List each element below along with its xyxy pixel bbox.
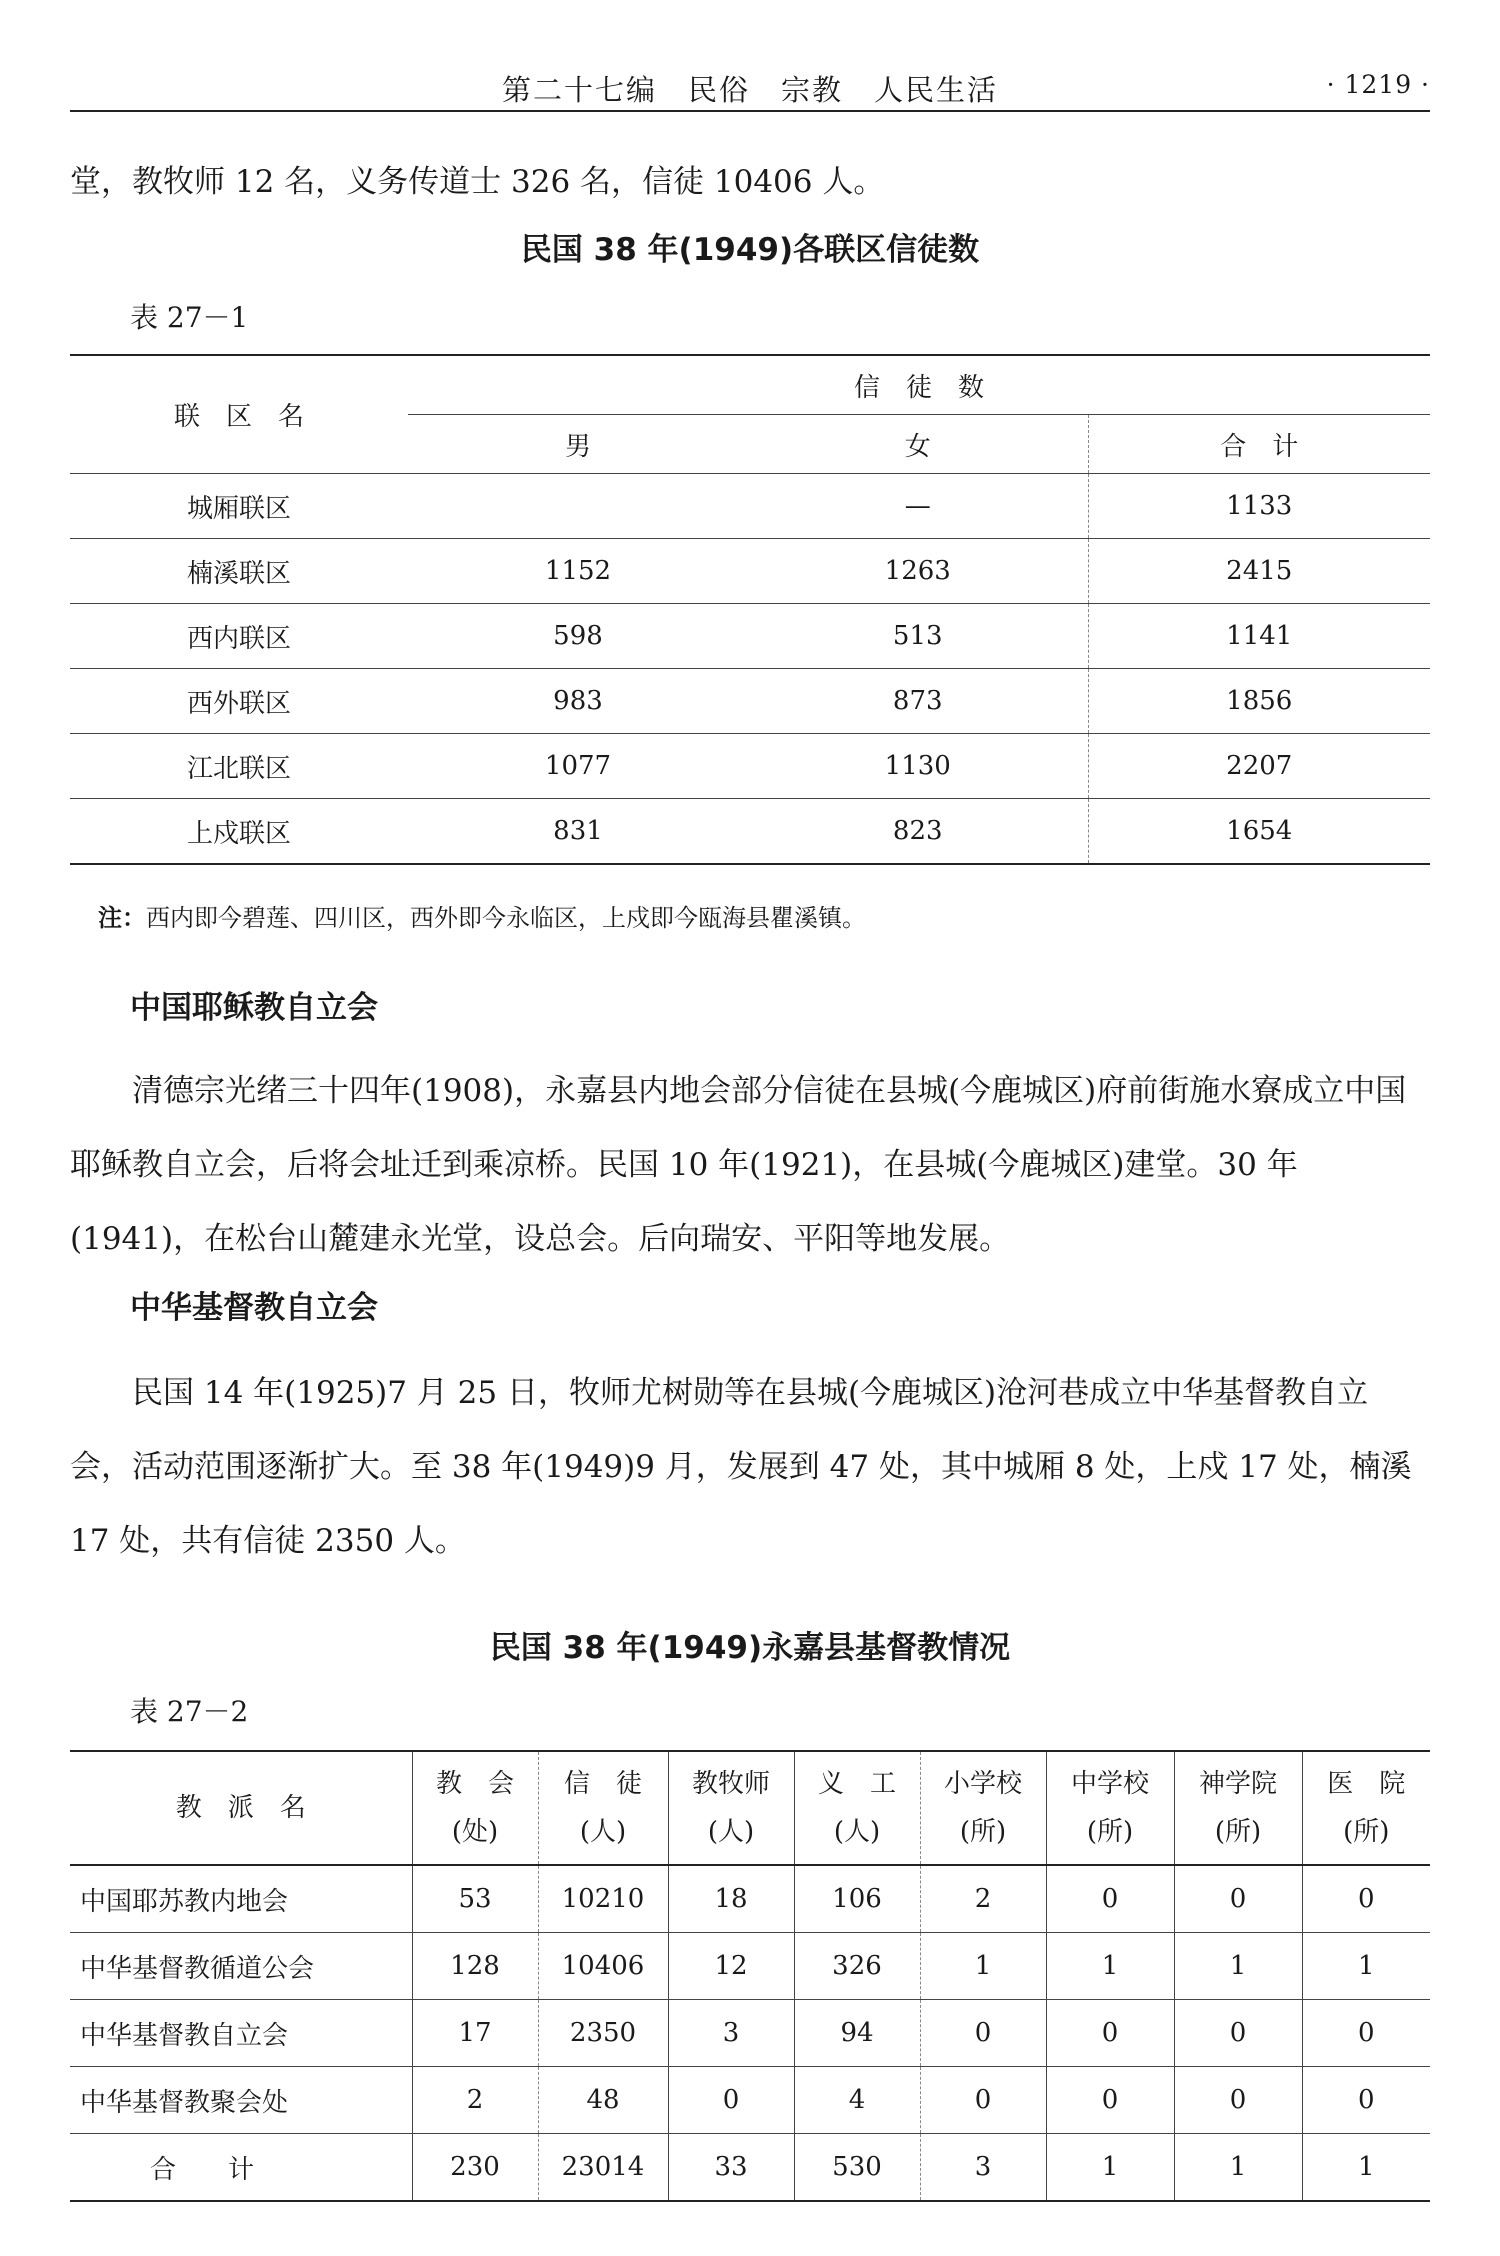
header-title: 第二十七编 民俗 宗教 人民生活 <box>501 73 998 107</box>
section2-heading: 中华基督教自立会 <box>130 1290 378 1326</box>
table1-cell-total: 1133 <box>1088 474 1430 539</box>
table1-cell-male: 598 <box>408 604 748 669</box>
table2-cell: 1 <box>920 1933 1046 2000</box>
table1-cell-name: 楠溪联区 <box>70 539 408 604</box>
table2-cell-name: 中华基督教自立会 <box>70 2000 412 2067</box>
table1-cell-male: 831 <box>553 816 603 846</box>
table1-cell-male: 1152 <box>408 539 748 604</box>
table2-cell: 1 <box>1046 1933 1174 2000</box>
table1-cell-name: 上戍联区 <box>186 818 291 849</box>
table2-cell: 12 <box>668 1933 794 2000</box>
table1-cell-total: 1141 <box>1088 604 1430 669</box>
table1-cell-name: 西内联区 <box>70 604 408 669</box>
table2-cell-name: 中华基督教聚会处 <box>70 2067 412 2134</box>
table2-cell: 0 <box>1046 1865 1174 1933</box>
table2-cell: 1 <box>1302 2134 1430 2202</box>
table2-header-row <box>70 1751 1430 1865</box>
table1-header-male: 男 <box>408 415 748 474</box>
paragraph-continuation: 堂，教牧师 12 名，义务传道士 326 名，信徒 10406 人。 <box>70 164 885 200</box>
table-row <box>70 1933 1430 2000</box>
table1-header-row <box>70 355 1430 415</box>
table-row <box>70 474 1430 539</box>
table2-title: 民国 38 年(1949)永嘉县基督教情况 <box>489 1630 1011 1666</box>
section2-paragraph: 民国 14 年(1925)7 月 25 日，牧师尤树勋等在县城(今鹿城区)沧河巷成立中华基督教自立会，活动范围逐渐扩大。至 38 年(1949)9 月，发展到 47 处，其中城厢 8 处，上戍 17 处，楠溪 17 处，共有信徒 2350 人。 <box>70 1375 1412 1559</box>
table1-cell-male <box>408 474 748 539</box>
table2-cell-name: 中华基督教循道公会 <box>70 1933 412 2000</box>
table1-cell-male: 983 <box>408 669 748 734</box>
table2-cell: 10406 <box>538 1933 668 2000</box>
table1-cell-total: 2415 <box>1088 539 1430 604</box>
table2-cell: 1 <box>1174 1933 1302 2000</box>
table2-cell: 230 <box>412 2134 538 2202</box>
table2-cell: 1 <box>1046 2134 1174 2202</box>
table-row-total <box>70 2134 1430 2202</box>
table2-cell: 0 <box>1174 1865 1302 1933</box>
table1-header-total: 合 计 <box>1088 415 1430 474</box>
table2-header-seminaries: 神学院 (所) <box>1174 1751 1302 1865</box>
table2 <box>70 1750 1430 2202</box>
table1-header-female: 女 <box>748 415 1088 474</box>
table1-header-group: 信 徒 数 <box>408 355 1430 415</box>
table2-header-primary-schools: 小学校 (所) <box>920 1751 1046 1865</box>
table2-header-middle-schools: 中学校 (所) <box>1046 1751 1174 1865</box>
table2-cell: 2350 <box>538 2000 668 2067</box>
table1-cell-female: 1130 <box>748 734 1088 799</box>
table1 <box>70 354 1430 865</box>
table1-cell-female: 873 <box>748 669 1088 734</box>
table1-cell-female: 1263 <box>748 539 1088 604</box>
table2-cell: 326 <box>794 1933 920 2000</box>
table1-note-label: 注： <box>98 904 146 932</box>
table2-cell: 128 <box>412 1933 538 2000</box>
section1-heading: 中国耶稣教自立会 <box>130 990 378 1026</box>
table2-cell: 4 <box>794 2067 920 2134</box>
section1-paragraph: 清德宗光绪三十四年(1908)，永嘉县内地会部分信徒在县城(今鹿城区)府前街施水寮成立中国耶稣教自立会，后将会址迁到乘凉桥。民国 10 年(1921)，在县城(今鹿城区)建堂。30 年(1941)，在松台山麓建永光堂，设总会。后向瑞安、平阳等地发展。 <box>70 1073 1407 1257</box>
table1-cell-male: 1077 <box>408 734 748 799</box>
table2-header-name: 教 派 名 <box>70 1751 412 1865</box>
table2-cell: 3 <box>920 2134 1046 2202</box>
header-rule <box>70 110 1430 112</box>
table1-cell-female: 513 <box>748 604 1088 669</box>
table2-header-believers: 信 徒 (人) <box>538 1751 668 1865</box>
table-row <box>70 799 1430 865</box>
table1-cell-total: 1654 <box>1088 799 1430 865</box>
table1-header-name: 联 区 名 <box>70 355 408 474</box>
table2-cell: 0 <box>1046 2000 1174 2067</box>
table-row <box>70 2067 1430 2134</box>
table-row <box>70 604 1430 669</box>
table2-cell: 3 <box>668 2000 794 2067</box>
table2-cell: 0 <box>1174 2067 1302 2134</box>
table2-cell: 0 <box>1302 2000 1430 2067</box>
table2-cell: 94 <box>794 2000 920 2067</box>
table2-cell: 530 <box>794 2134 920 2202</box>
table1-title: 民国 38 年(1949)各联区信徒数 <box>520 232 980 268</box>
table2-cell: 2 <box>412 2067 538 2134</box>
table2-cell: 106 <box>794 1865 920 1933</box>
table2-cell: 33 <box>668 2134 794 2202</box>
table2-cell: 53 <box>412 1865 538 1933</box>
table2-cell: 0 <box>920 2000 1046 2067</box>
table1-cell-name: 城厢联区 <box>70 474 408 539</box>
table2-header-pastors: 教牧师 (人) <box>668 1751 794 1865</box>
table-row <box>70 1865 1430 1933</box>
table1-note-text: 西内即今碧莲、四川区，西外即今永临区，上戍即今瓯海县瞿溪镇。 <box>146 904 866 932</box>
table1-cell-total: 2207 <box>1088 734 1430 799</box>
table2-cell-name: 中国耶苏教内地会 <box>70 1865 412 1933</box>
table1-cell-name: 西外联区 <box>70 669 408 734</box>
table-row <box>70 669 1430 734</box>
table1-cell-total: 1856 <box>1088 669 1430 734</box>
table2-label: 表 27－2 <box>130 1695 249 1728</box>
table2-cell: 1 <box>1174 2134 1302 2202</box>
table-row <box>70 539 1430 604</box>
table2-cell: 23014 <box>538 2134 668 2202</box>
running-header <box>70 0 1430 112</box>
table-row <box>70 2000 1430 2067</box>
table2-cell: 0 <box>1174 2000 1302 2067</box>
page-number: · 1219 · <box>1326 70 1430 99</box>
table2-header-churches: 教 会 (处) <box>412 1751 538 1865</box>
table2-cell: 1 <box>1302 1933 1430 2000</box>
table2-cell: 0 <box>1302 1865 1430 1933</box>
table2-cell: 0 <box>920 2067 1046 2134</box>
table2-cell: 10210 <box>538 1865 668 1933</box>
table1-cell-female: 823 <box>892 816 943 846</box>
table1-cell-name: 江北联区 <box>70 734 408 799</box>
table1-note <box>98 898 866 933</box>
table2-cell: 48 <box>538 2067 668 2134</box>
table2-cell: 0 <box>1046 2067 1174 2134</box>
table2-header-hospitals: 医 院 (所) <box>1302 1751 1430 1865</box>
table2-cell: 2 <box>920 1865 1046 1933</box>
table2-cell-name: 合 计 <box>150 2154 255 2185</box>
table2-cell: 0 <box>668 2067 794 2134</box>
table1-label: 表 27－1 <box>130 301 249 334</box>
table2-cell: 0 <box>1302 2067 1430 2134</box>
table1-cell-female: — <box>748 474 1088 539</box>
table2-header-volunteers: 义 工 (人) <box>794 1751 920 1865</box>
table-row <box>70 734 1430 799</box>
table2-cell: 18 <box>668 1865 794 1933</box>
table2-cell: 17 <box>412 2000 538 2067</box>
